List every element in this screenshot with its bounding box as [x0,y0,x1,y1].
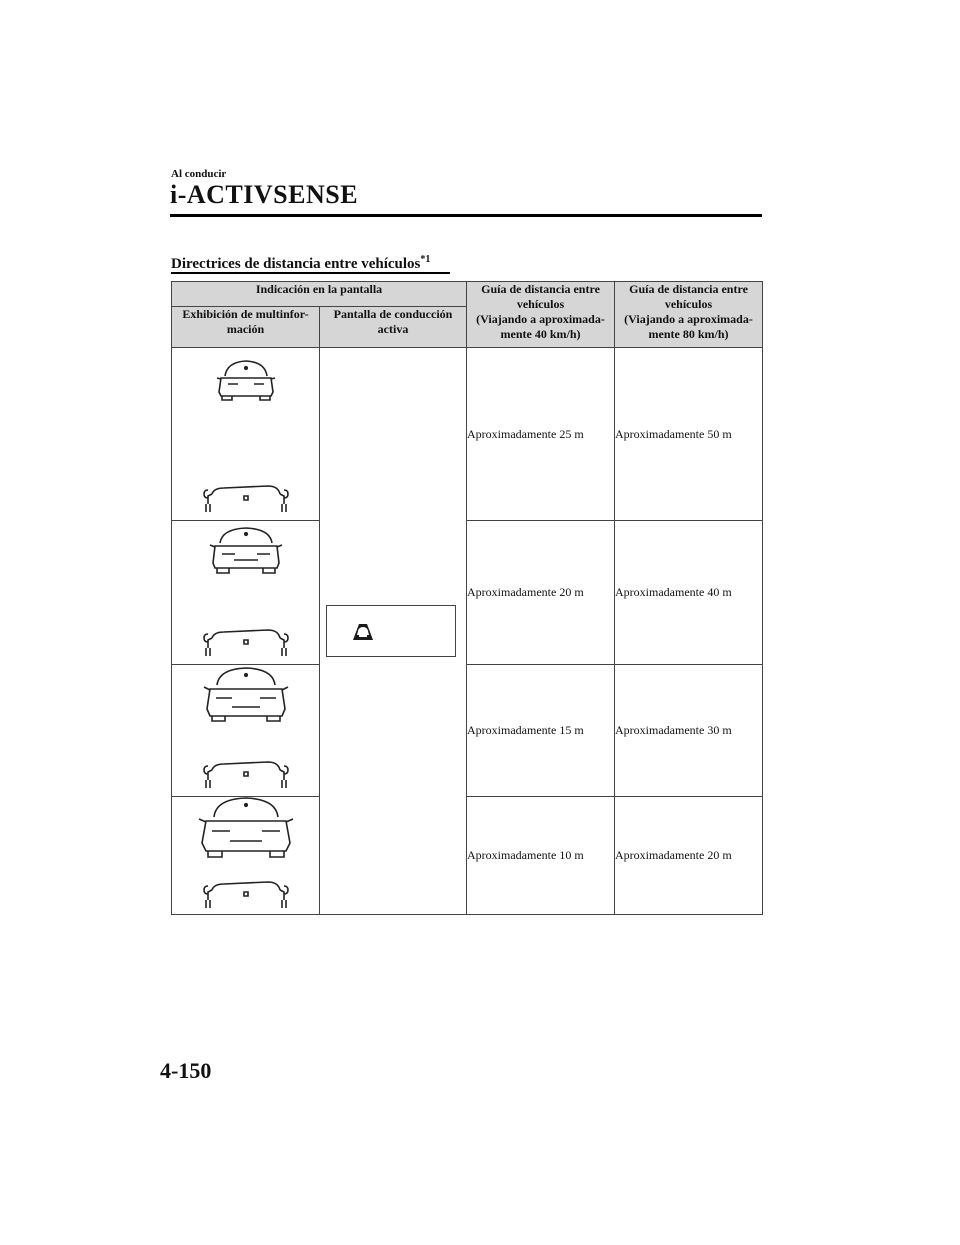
chapter-title: i-ACTIVSENSE [170,180,359,209]
header-multi-info: Exhibición de multinfor- mación [172,307,320,348]
near-following-distance-icon [172,797,320,915]
distance-guide-table [171,281,763,915]
active-display-cell [320,348,467,915]
subsection-underline [171,272,450,274]
medium-near-following-distance-icon [172,665,320,797]
distance-40-cell: Aproximadamente 15 m [467,665,615,797]
table-row [172,521,763,665]
distance-80-cell: Aproximadamente 20 m [615,797,763,915]
header-guide-40: Guía de distancia entre vehículos (Viajando a aproximada- mente 40 km/h) [467,282,615,348]
table-row [172,665,763,797]
distance-80-cell: Aproximadamente 50 m [615,348,763,521]
distance-40-cell: Aproximadamente 25 m [467,348,615,521]
footnote-mark: *1 [420,254,431,265]
header-rule [170,214,762,217]
section-label: Al conducir [171,168,227,180]
subsection-title [171,254,430,273]
header-guide-80: Guía de distancia entre vehículos (Viajando a aproximada- mente 80 km/h) [615,282,763,348]
header-active-display: Pantalla de conducción activa [320,307,467,348]
subsection-title-text: Directrices de distancia entre vehículos [171,256,421,272]
header-display-indication: Indicación en la pantalla [172,282,467,307]
distance-80-cell: Aproximadamente 30 m [615,665,763,797]
vehicle-ahead-indicator-icon [351,620,375,642]
active-display-panel [326,605,456,657]
medium-far-following-distance-icon [172,521,320,665]
distance-40-cell: Aproximadamente 10 m [467,797,615,915]
distance-40-cell: Aproximadamente 20 m [467,521,615,665]
distance-80-cell: Aproximadamente 40 m [615,521,763,665]
page-number: 4-150 [160,1058,212,1083]
far-following-distance-icon [172,348,320,521]
table-row [172,797,763,915]
table-row [172,348,763,521]
